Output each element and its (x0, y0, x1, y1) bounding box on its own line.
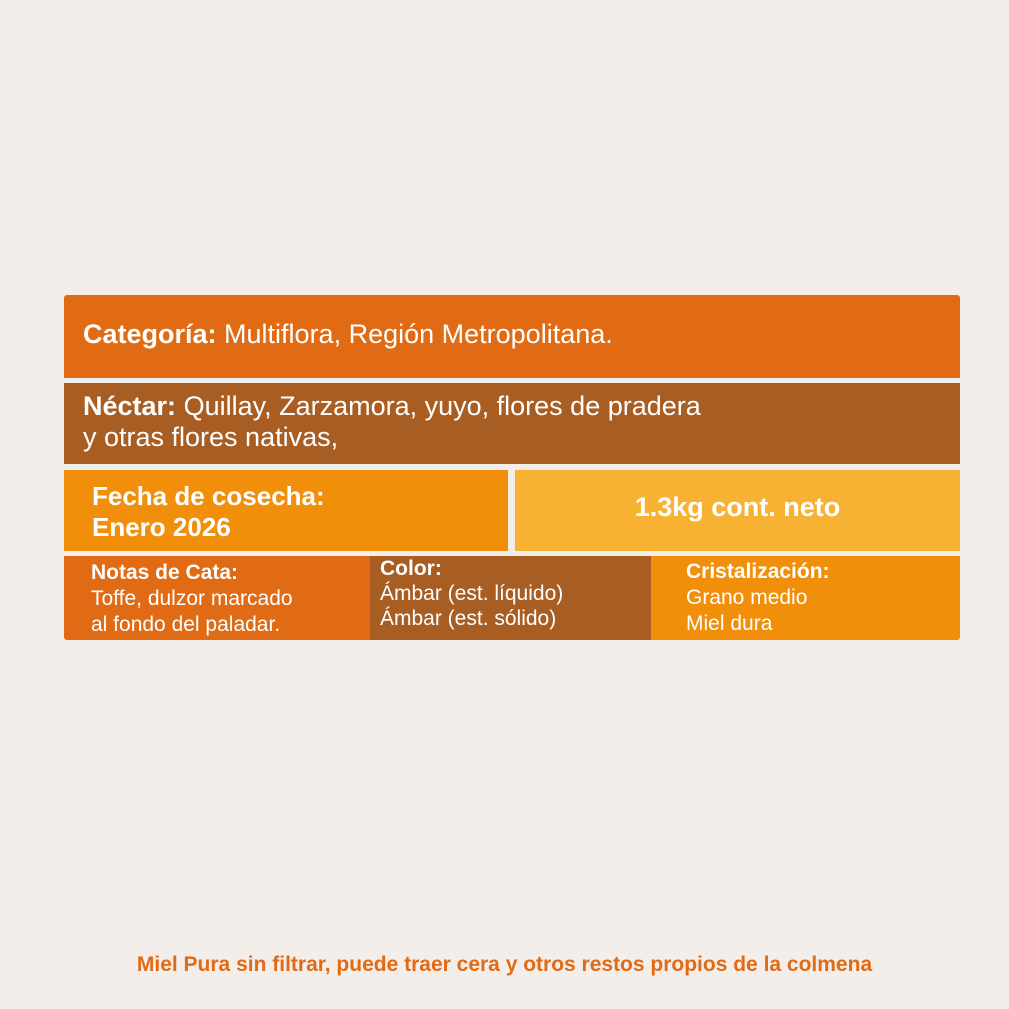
cosecha-row (64, 470, 508, 551)
notas-line1: Toffe, dulzor marcado (91, 587, 293, 610)
categoria-row (64, 295, 960, 378)
color-cell (370, 556, 651, 640)
cosecha-label: Fecha de cosecha: (92, 481, 325, 511)
notas-line2: al fondo del paladar. (91, 613, 281, 636)
notas-label: Notas de Cata: (91, 561, 239, 584)
cristalizacion-line1: Grano medio (686, 586, 808, 609)
notas-cata-cell (64, 556, 370, 640)
cristalizacion-cell (651, 556, 960, 640)
nectar-value-line1: Quillay, Zarzamora, yuyo, flores de pradera (183, 391, 701, 421)
categoria-value: Multiflora, Región Metropolitana. (224, 319, 613, 349)
honey-label-card (64, 295, 960, 640)
cristalizacion-line2: Miel dura (686, 612, 773, 635)
cristalizacion-label: Cristalización: (686, 560, 830, 583)
categoria-label: Categoría: (83, 319, 217, 349)
cosecha-value: Enero 2026 (92, 512, 231, 542)
nectar-label: Néctar: (83, 391, 177, 421)
peso-neto-value: 1.3kg cont. neto (634, 492, 841, 522)
nectar-row (64, 383, 960, 464)
footer-note: Miel Pura sin filtrar, puede traer cera y otros restos propios de la colmena (136, 953, 873, 976)
color-line1: Ámbar (est. líquido) (380, 582, 564, 605)
peso-neto-row (515, 470, 960, 551)
nectar-value-line2: y otras flores nativas, (83, 422, 339, 452)
color-label: Color: (380, 557, 442, 580)
color-line2: Ámbar (est. sólido) (380, 607, 557, 630)
